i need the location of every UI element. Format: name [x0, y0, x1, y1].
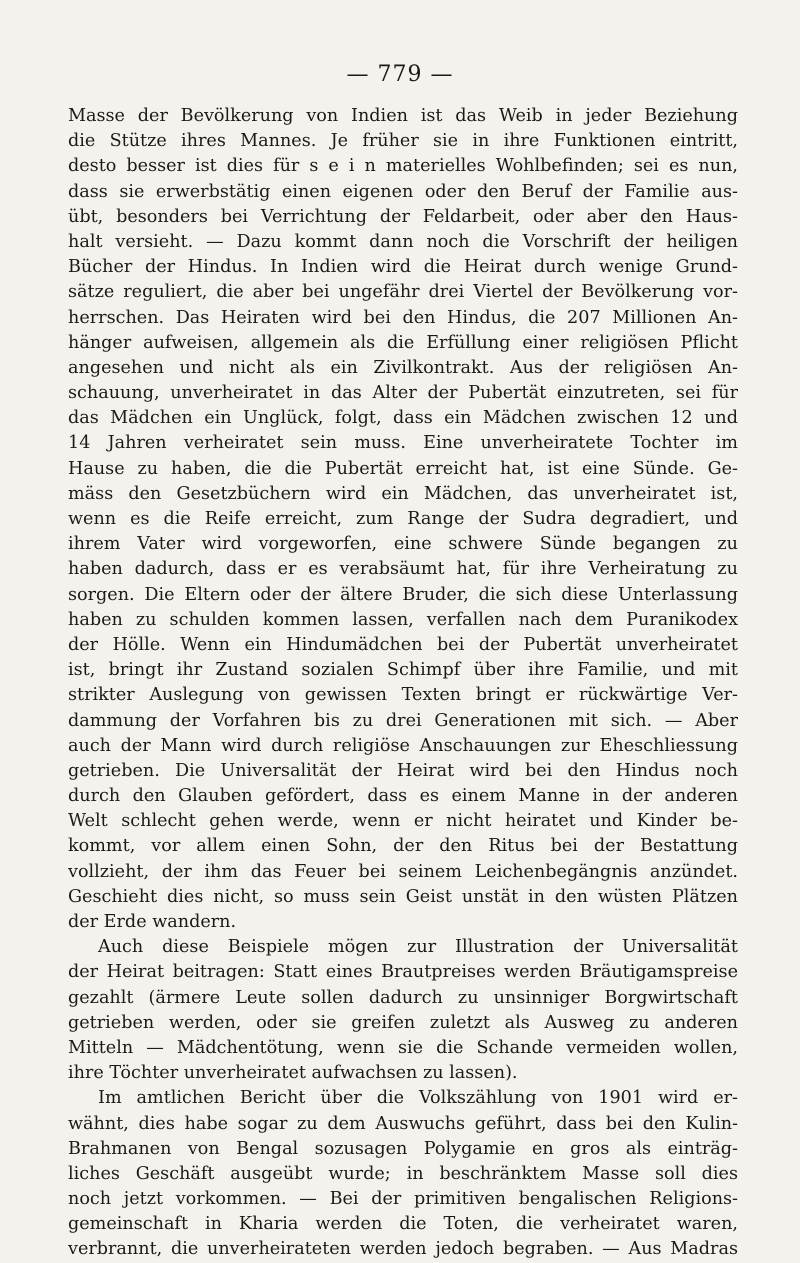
text-line: desto besser ist dies für s e i n materielles Wohlbefinden; sei es nun,: [68, 156, 738, 177]
text-line: Bücher der Hindus. In Indien wird die Heirat durch wenige Grund-: [68, 257, 738, 278]
text-line: Auch diese Beispiele mögen zur Illustration der Universalität: [98, 937, 738, 958]
text-line: 14 Jahren verheiratet sein muss. Eine unverheiratete Tochter im: [68, 433, 738, 454]
text-line: Masse der Bevölkerung von Indien ist das Weib in jeder Beziehung: [68, 106, 738, 126]
text-line: wähnt, dies habe sogar zu dem Auswuchs geführt, dass bei den Kulin-: [68, 1113, 738, 1134]
text-line: gezahlt (ärmere Leute sollen dadurch zu unsinniger Borgwirtschaft: [68, 987, 738, 1008]
paragraph-3: [68, 1086, 738, 1262]
text-line: Welt schlecht gehen werde, wenn er nicht heiratet und Kinder be-: [68, 811, 738, 832]
text-line: das Mädchen ein Unglück, folgt, dass ein Mädchen zwischen 12 und: [68, 408, 738, 429]
text-line: verbrannt, die unverheirateten werden jedoch begraben. — Aus Madras: [68, 1239, 738, 1260]
text-line: dass sie erwerbstätig einen eigenen oder den Beruf der Familie aus-: [68, 181, 738, 202]
text-line: halt versieht. — Dazu kommt dann noch die Vorschrift der heiligen: [68, 231, 738, 252]
text-line: gemeinschaft in Kharia werden die Toten, die verheiratet waren,: [68, 1214, 738, 1235]
text-line: hänger aufweisen, allgemein als die Erfüllung einer religiösen Pflicht: [68, 332, 738, 353]
text-line: angesehen und nicht als ein Zivilkontrakt. Aus der religiösen An-: [68, 357, 738, 378]
text-line: kommt, vor allem einen Sohn, der den Ritus bei der Bestattung: [68, 836, 738, 857]
text-line: ihrem Vater wird vorgeworfen, eine schwere Sünde begangen zu: [68, 534, 738, 555]
text-line: dammung der Vorfahren bis zu drei Generationen mit sich. — Aber: [68, 710, 738, 731]
text-line: liches Geschäft ausgeübt wurde; in beschränktem Masse soll dies: [68, 1163, 738, 1184]
text-line: Mitteln — Mädchentötung, wenn sie die Schande vermeiden wollen,: [68, 1037, 738, 1058]
text-line: Geschieht dies nicht, so muss sein Geist unstät in den wüsten Plätzen: [68, 886, 738, 907]
text-body: [68, 104, 738, 1263]
text-line: sätze reguliert, die aber bei ungefähr drei Viertel der Bevölkerung vor-: [68, 282, 738, 303]
text-line: Im amtlichen Bericht über die Volkszählung von 1901 wird er-: [98, 1088, 738, 1109]
text-line: getrieben. Die Universalität der Heirat wird bei den Hindus noch: [68, 760, 738, 781]
text-line: wenn es die Reife erreicht, zum Range der Sudra degradiert, und: [68, 509, 738, 529]
text-line: schauung, unverheiratet in das Alter der Pubertät einzutreten, sei für: [68, 383, 738, 404]
paragraph-2: [68, 935, 738, 1086]
text-line: mäss den Gesetzbüchern wird ein Mädchen, das unverheiratet ist,: [68, 483, 738, 504]
paragraph-1: [68, 104, 738, 935]
text-line: haben dadurch, dass er es verabsäumt hat, für ihre Verheiratung zu: [68, 559, 738, 580]
text-line: durch den Glauben gefördert, dass es einem Manne in der anderen: [68, 786, 738, 807]
text-line: ist, bringt ihr Zustand sozialen Schimpf über ihre Familie, und mit: [68, 660, 738, 681]
page-number: — 779 —: [346, 62, 454, 87]
text-line: Hause zu haben, die die Pubertät erreicht hat, ist eine Sünde. Ge-: [68, 458, 738, 479]
text-line: herrschen. Das Heiraten wird bei den Hindus, die 207 Millionen An-: [68, 307, 738, 328]
text-line: vollzieht, der ihm das Feuer bei seinem Leichenbegängnis anzündet.: [68, 861, 738, 882]
text-line: sorgen. Die Eltern oder der ältere Bruder, die sich diese Unterlassung: [68, 584, 738, 605]
text-line: der Erde wandern.: [68, 912, 237, 932]
text-line: strikter Auslegung von gewissen Texten bringt er rückwärtige Ver-: [68, 685, 738, 706]
text-line: noch jetzt vorkommen. — Bei der primitiven bengalischen Religions-: [68, 1189, 738, 1210]
text-line: getrieben werden, oder sie greifen zuletzt als Ausweg zu anderen: [68, 1012, 738, 1033]
text-line: übt, besonders bei Verrichtung der Feldarbeit, oder aber den Haus-: [68, 206, 738, 227]
text-line: der Hölle. Wenn ein Hindumädchen bei der Pubertät unverheiratet: [68, 634, 738, 655]
text-line: Brahmanen von Bengal sozusagen Polygamie en gros als einträg-: [68, 1138, 738, 1159]
text-line: haben zu schulden kommen lassen, verfallen nach dem Puranikodex: [68, 609, 738, 630]
text-line: der Heirat beitragen: Statt eines Brautpreises werden Bräutigamspreise: [68, 962, 738, 983]
text-line: die Stütze ihres Mannes. Je früher sie in ihre Funktionen eintritt,: [68, 131, 738, 152]
text-line: auch der Mann wird durch religiöse Anschauungen zur Eheschliessung: [68, 735, 738, 756]
text-line: ihre Töchter unverheiratet aufwachsen zu lassen).: [68, 1063, 518, 1084]
